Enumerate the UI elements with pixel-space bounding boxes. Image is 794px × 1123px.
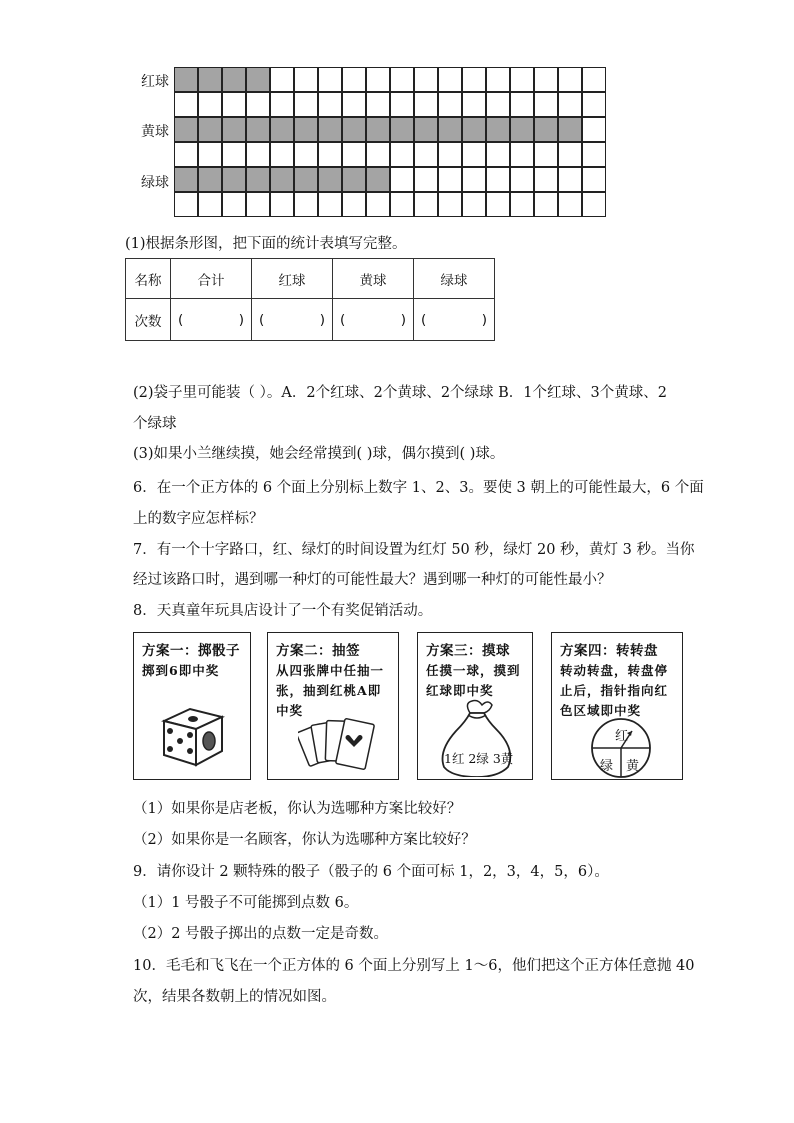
bar-cell-empty: [462, 167, 486, 192]
bar-cell-empty: [390, 92, 414, 117]
plan-desc-line: 红球即中奖: [426, 683, 494, 698]
bar-cell-empty: [198, 92, 222, 117]
bar-cell-empty: [270, 142, 294, 167]
bar-cell-empty: [294, 192, 318, 217]
bar-cell-filled: [222, 117, 246, 142]
bar-cell-empty: [222, 142, 246, 167]
q2-line1: (2)袋子里可能装（ ）。A．2个红球、2个黄球、2个绿球 B．1个红球、3个黄球、2: [133, 385, 667, 401]
bar-cell-empty: [198, 192, 222, 217]
bar-cell-empty: [486, 142, 510, 167]
blank-red[interactable]: ( ): [252, 299, 333, 341]
statistics-table: [125, 258, 495, 341]
bar-cell-empty: [318, 142, 342, 167]
bar-cell-empty: [390, 167, 414, 192]
bar-cell-empty: [558, 92, 582, 117]
plan-desc-line: 掷到6即中奖: [142, 663, 220, 678]
bar-cell-empty: [222, 192, 246, 217]
bar-cell-filled: [246, 167, 270, 192]
bar-cell-filled: [270, 117, 294, 142]
bar-cell-empty: [510, 142, 534, 167]
bar-cell-empty: [270, 67, 294, 92]
bar-cell-empty: [342, 142, 366, 167]
bar-cell-empty: [366, 92, 390, 117]
bar-cell-empty: [294, 67, 318, 92]
bar-cell-empty: [222, 92, 246, 117]
bar-cell-empty: [510, 67, 534, 92]
bar-row-red: [174, 67, 604, 92]
p9-item-2: （2）2 号骰子掷出的点数一定是奇数。: [133, 926, 389, 942]
bar-cell-empty: [558, 142, 582, 167]
bar-cell-empty: [582, 192, 606, 217]
bar-cell-empty: [174, 142, 198, 167]
bar-cell-empty: [318, 67, 342, 92]
bar-cell-empty: [462, 142, 486, 167]
bar-cell-filled: [270, 167, 294, 192]
bar-cell-filled: [294, 117, 318, 142]
bar-cell-empty: [294, 92, 318, 117]
bar-cell-empty: [582, 167, 606, 192]
bar-cell-empty: [366, 192, 390, 217]
bar-cell-empty: [510, 167, 534, 192]
bar-gap-row: [174, 142, 604, 167]
bar-cell-empty: [318, 92, 342, 117]
plan-title: 方案四：转转盘: [560, 643, 658, 659]
p8-question-2: （2）如果你是一名顾客，你认为选哪种方案比较好？: [133, 832, 476, 848]
bar-cell-empty: [174, 192, 198, 217]
bar-row-green: [174, 167, 604, 192]
plan-card-bag: [417, 632, 533, 780]
p7-line1: 7．有一个十字路口，红、绿灯的时间设置为红灯 50 秒，绿灯 20 秒，黄灯 3 秒。当你: [133, 542, 695, 558]
q1-text: (1)根据条形图，把下面的统计表填写完整。: [125, 236, 407, 252]
bar-cell-empty: [534, 192, 558, 217]
bar-cell-filled: [438, 117, 462, 142]
p6-line2: 上的数字应怎样标？: [133, 511, 264, 527]
bar-cell-filled: [390, 117, 414, 142]
bar-gap-row: [174, 192, 604, 217]
table-header-name: 名称: [126, 259, 171, 299]
bar-cell-filled: [318, 117, 342, 142]
bar-cell-empty: [390, 192, 414, 217]
bar-cell-empty: [558, 67, 582, 92]
bar-cell-empty: [342, 67, 366, 92]
q2-line2: 个绿球: [133, 416, 177, 432]
bar-cell-empty: [414, 167, 438, 192]
bar-cell-empty: [438, 67, 462, 92]
bar-cell-empty: [438, 142, 462, 167]
bar-cell-empty: [390, 67, 414, 92]
plan-title: 方案三：摸球: [426, 643, 510, 659]
plan-desc-line: 止后，指针指向红: [560, 683, 669, 698]
bar-cell-filled: [366, 117, 390, 142]
bar-cell-empty: [558, 167, 582, 192]
bar-cell-empty: [318, 192, 342, 217]
bar-cell-filled: [294, 167, 318, 192]
bar-cell-empty: [558, 192, 582, 217]
bar-cell-empty: [438, 192, 462, 217]
bar-cell-empty: [246, 92, 270, 117]
bar-cell-filled: [222, 67, 246, 92]
bar-gap-row: [174, 92, 604, 117]
bar-cell-filled: [486, 117, 510, 142]
bar-cell-filled: [246, 117, 270, 142]
bar-cell-filled: [174, 167, 198, 192]
bar-cell-empty: [174, 92, 198, 117]
blank-green[interactable]: ( ): [414, 299, 495, 341]
bar-cell-empty: [534, 67, 558, 92]
bar-cell-empty: [414, 142, 438, 167]
table-header-green: 绿球: [414, 259, 495, 299]
bar-label-green: 绿球: [141, 175, 169, 191]
bar-cell-filled: [534, 117, 558, 142]
bar-label-yellow: 黄球: [141, 124, 169, 140]
bar-cell-filled: [174, 67, 198, 92]
bar-cell-empty: [486, 67, 510, 92]
bar-cell-empty: [510, 192, 534, 217]
dice-icon: [158, 701, 230, 771]
blank-total[interactable]: ( ): [171, 299, 252, 341]
wheel-label-red: 红: [615, 729, 629, 744]
p9-item-1: （1）1 号骰子不可能掷到点数 6。: [133, 895, 359, 911]
bar-cell-filled: [198, 117, 222, 142]
bar-cell-empty: [246, 142, 270, 167]
table-header-total: 合计: [171, 259, 252, 299]
bar-cell-empty: [366, 67, 390, 92]
table-header-yellow: 黄球: [333, 259, 414, 299]
table-row-label: 次数: [126, 299, 171, 341]
plan-card-cards: [267, 632, 399, 780]
bar-cell-filled: [510, 117, 534, 142]
bar-cell-empty: [462, 67, 486, 92]
bar-cell-filled: [366, 167, 390, 192]
plan-desc-line: 任摸一球，摸到: [426, 663, 521, 678]
bar-cell-filled: [342, 167, 366, 192]
p6-line1: 6．在一个正方体的 6 个面上分别标上数字 1、2、3。要使 3 朝上的可能性最大，6 个面: [133, 480, 704, 496]
bar-cell-filled: [246, 67, 270, 92]
bar-cell-filled: [222, 167, 246, 192]
bar-cell-filled: [198, 167, 222, 192]
bar-cell-empty: [414, 92, 438, 117]
wheel-label-yellow: 黄: [626, 759, 640, 774]
plan-desc-line: 张，抽到红桃A即: [276, 683, 382, 698]
bar-cell-empty: [366, 142, 390, 167]
p8-text: 8．天真童年玩具店设计了一个有奖促销活动。: [133, 603, 433, 619]
bar-cell-empty: [462, 192, 486, 217]
bar-cell-empty: [486, 167, 510, 192]
bar-cell-filled: [462, 117, 486, 142]
bar-cell-empty: [534, 92, 558, 117]
bar-cell-empty: [414, 67, 438, 92]
bar-cell-empty: [582, 142, 606, 167]
bar-cell-empty: [534, 142, 558, 167]
wheel-label-green: 绿: [600, 759, 614, 774]
bar-cell-empty: [342, 92, 366, 117]
bar-cell-empty: [534, 167, 558, 192]
bar-cell-filled: [318, 167, 342, 192]
plan-desc-line: 从四张牌中任抽一: [276, 663, 385, 678]
p7-line2: 经过该路口时，遇到哪一种灯的可能性最大？遇到哪一种灯的可能性最小？: [133, 572, 612, 588]
bar-cell-filled: [198, 67, 222, 92]
bar-cell-empty: [342, 192, 366, 217]
bar-cell-empty: [246, 192, 270, 217]
bar-row-yellow: [174, 117, 604, 142]
plan-desc-line: 色区域即中奖: [560, 703, 642, 718]
q3-text: (3)如果小兰继续摸，她会经常摸到( )球，偶尔摸到( )球。: [133, 446, 505, 462]
bar-cell-empty: [390, 142, 414, 167]
plan-desc-line: 中奖: [276, 703, 304, 718]
table-header-red: 红球: [252, 259, 333, 299]
bag-label: 1红 2绿 3黄: [444, 751, 514, 766]
bar-cell-empty: [582, 92, 606, 117]
bar-cell-empty: [270, 92, 294, 117]
bar-cell-filled: [414, 117, 438, 142]
bar-cell-empty: [270, 192, 294, 217]
p10-line2: 次，结果各数朝上的情况如图。: [133, 989, 336, 1005]
bar-cell-empty: [510, 92, 534, 117]
plan-title: 方案二：抽签: [276, 643, 360, 659]
bar-cell-empty: [582, 117, 606, 142]
bar-cell-empty: [414, 192, 438, 217]
bar-label-red: 红球: [141, 74, 169, 90]
plan-card-wheel: [551, 632, 683, 780]
bar-cell-empty: [198, 142, 222, 167]
p9-text: 9．请你设计 2 颗特殊的骰子（骰子的 6 个面可标 1，2，3，4，5，6）。: [133, 864, 609, 880]
plan-title: 方案一：掷骰子: [142, 643, 240, 659]
plan-desc-line: 转动转盘，转盘停: [560, 663, 669, 678]
p10-line1: 10．毛毛和飞飞在一个正方体的 6 个面上分别写上 1～6，他们把这个正方体任意抛 40: [133, 958, 695, 974]
blank-yellow[interactable]: ( ): [333, 299, 414, 341]
p8-question-1: （1）如果你是店老板，你认为选哪种方案比较好？: [133, 801, 462, 817]
plan-card-dice: [133, 632, 251, 780]
bar-cell-empty: [486, 92, 510, 117]
bar-cell-filled: [174, 117, 198, 142]
playing-cards-icon: [298, 717, 388, 775]
bar-cell-empty: [486, 192, 510, 217]
bar-cell-empty: [582, 67, 606, 92]
bar-cell-filled: [558, 117, 582, 142]
bar-cell-empty: [462, 92, 486, 117]
bar-cell-empty: [438, 92, 462, 117]
bar-cell-empty: [294, 142, 318, 167]
bar-cell-empty: [438, 167, 462, 192]
bar-cell-filled: [342, 117, 366, 142]
